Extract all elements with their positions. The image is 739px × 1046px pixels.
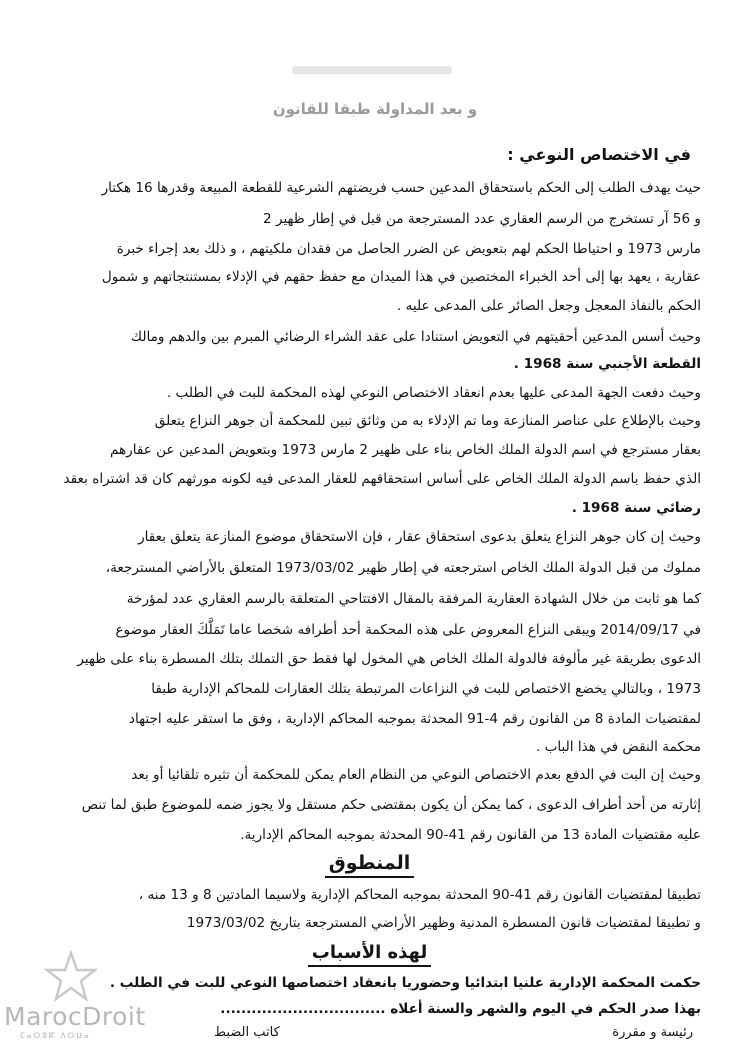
signature-president: رئيسة و مقررة xyxy=(612,1025,693,1040)
paragraph-4-line-2: بعقار مسترجع في اسم الدولة الملك الخاص بناء على ظهير 2 مارس 1973 وبتعويض المدعين عن عقارهم xyxy=(109,442,701,458)
scan-smear xyxy=(292,66,452,74)
marocdroit-watermark xyxy=(0,950,150,1046)
mantuq-title xyxy=(0,852,739,874)
paragraph-1-line-1: حيث يهدف الطلب إلى الحكم باستحقاق المدعين حسب فريضتهم الشرعية للقطعة المبيعة وقدرها 16 هكتار xyxy=(101,180,701,196)
mantuq-title-text: المنطوق xyxy=(325,852,415,878)
signature-clerk: كاتب الضبط xyxy=(214,1025,280,1040)
watermark-tagline: ⵎⴰⵔⵓⴽ ⴷⵔⵡⴰ xyxy=(20,1031,91,1040)
paragraph-5-line-3: كما هو ثابت من خلال الشهادة العقارية المرفقة بالمقال الافتتاحي المتعلقة بالرسم العقاري عدد لمؤرخة xyxy=(126,591,701,607)
paragraph-2-line-1: وحيث أسس المدعين أحقيتهم في التعويض استنادا على عقد الشراء الرضائي المبرم بين والدهم ومالك xyxy=(130,329,701,345)
reasons-line-1: حكمت المحكمة الإدارية علنيا ابتدائيا وحضوريا بانعقاد اختصاصها النوعي للبت في الطلب . xyxy=(109,975,701,991)
mantuq-line-2: و تطبيقا لمقتضيات قانون المسطرة المدنية وظهير الأراضي المسترجعة بتاريخ 1973/03/02 xyxy=(186,915,701,931)
page-top-faint-line: و بعد المداولة طبقا للقانون xyxy=(272,100,478,118)
paragraph-1-line-4: عقارية ، يعهد بها إلى أحد الخبراء المختصين في هذا الميدان مع حفظ حقهم في الإدلاء بمستنتجاتهم و شمول xyxy=(101,269,701,285)
paragraph-5-line-4: في 2014/09/17 ويبقى النزاع المعروض على هذه المحكمة أحد أطرافه شخصا عاما تَمَلَّكَ العقار موضوع xyxy=(115,622,701,638)
paragraph-5-line-8: محكمة النقض في هذا الباب . xyxy=(535,739,701,755)
paragraph-6-line-1: وحيث إن البت في الدفع بعدم الاختصاص النوعي من النظام العام يمكن للمحكمة أن تثيره تلقائيا أو بعد xyxy=(131,767,701,783)
paragraph-3-line-1: وحيث دفعت الجهة المدعى عليها بعدم انعقاد الاختصاص النوعي لهذه المحكمة للبت في الطلب . xyxy=(166,385,701,401)
paragraph-4-line-1: وحيث بالإطلاع على عناصر المنازعة وما تم الإدلاء به من وثائق تبين للمحكمة أن جوهر النزاع يتعلق xyxy=(154,413,701,429)
paragraph-2-line-2: القطعة الأجنبي سنة 1968 . xyxy=(513,356,701,372)
paragraph-5-line-6: 1973 ، وبالتالي يخضع الاختصاص للبت في النزاعات المرتبطة بتلك العقارات للمحاكم الإدارية طبقا xyxy=(151,681,701,697)
paragraph-5-line-7: لمقتضيات المادة 8 من القانون رقم 4-91 المحدثة بموجبه المحاكم الإدارية ، وفق ما استقر عليه اجتهاد xyxy=(128,711,701,727)
star-logo-icon xyxy=(44,950,98,1004)
paragraph-5-line-5: الدعوى بطريقة غير مألوفة فالدولة الملك الخاص هي المخول لها فقط حق التملك بتلك المسطرة بناء على ظهير xyxy=(77,651,701,667)
paragraph-5-line-2: مملوك من قبل الدولة الملك الخاص استرجعته في إطار ظهير 1973/03/02 المتعلق بالأراضي المسترجعة، xyxy=(105,560,701,576)
paragraph-1-line-5: الحكم بالنفاذ المعجل وجعل الصائر على المدعى عليه . xyxy=(396,298,701,314)
paragraph-6-line-2: إثارته من أحد أطراف الدعوى ، كما يمكن أن يكون بمقتضى حكم مستقل ولا يجوز ضمه للموضوع طبق لما تنص xyxy=(81,797,701,813)
mantuq-line-1: تطبيقا لمقتضيات القانون رقم 41-90 المحدثة بموجبه المحاكم الإدارية ولاسيما المادتين 8 و 13 منه ، xyxy=(138,887,701,903)
paragraph-1-line-3: مارس 1973 و احتياطا الحكم لهم بتعويض عن الضرر الحاصل من فقدان ملكيتهم ، و ذلك بعد إجراء خبرة xyxy=(116,241,701,257)
paragraph-4-line-3: الذي حفظ باسم الدولة الملك الخاص على أساس استحقاقهم للعقار المدعى فيه لكونه مورثهم كان قد اشتراه بعقد xyxy=(63,471,701,487)
paragraph-6-line-3: عليه مقتضيات المادة 13 من القانون رقم 41-90 المحدثة بموجبه المحاكم الإدارية. xyxy=(240,827,701,843)
reasons-title-text: لهذه الأسباب xyxy=(308,942,431,967)
reasons-line-2: بهذا صدر الحكم في اليوم والشهر والسنة أعلاه ................................ xyxy=(220,1001,701,1017)
paragraph-1-line-2: و 56 آر تستخرج من الرسم العقاري عدد المسترجعة من قبل في إطار ظهير 2 xyxy=(262,211,701,227)
paragraph-5-line-1: وحيث إن كان جوهر النزاع يتعلق بدعوى استحقاق عقار ، فإن الاستحقاق موضوع المنازعة يتعلق بعقار xyxy=(138,529,701,545)
paragraph-4-line-4: رضائي سنة 1968 . xyxy=(571,500,701,516)
section-title: في الاختصاص النوعي : xyxy=(507,145,691,164)
watermark-name: MarocDroit xyxy=(4,1002,146,1031)
